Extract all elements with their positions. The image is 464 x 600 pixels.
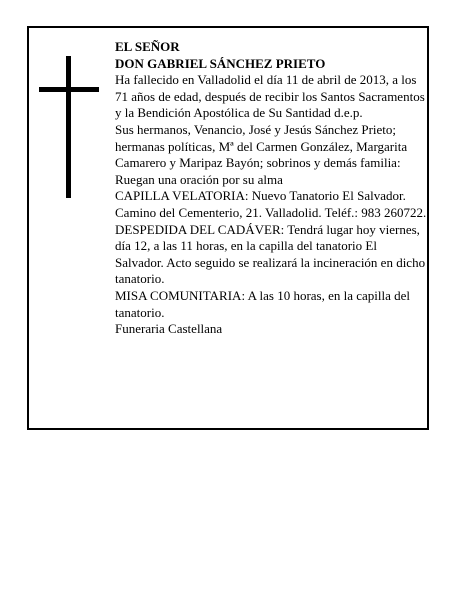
mass-info: MISA COMUNITARIA: A las 10 horas, en la capilla del tanatorio. xyxy=(115,287,411,320)
family-list: Sus hermanos, Venancio, José y Jesús Sánchez Prieto; hermanas políticas, Mª del Carmen González, Margarita Camarero y Maripaz Bayón; sobrinos y demás familia: xyxy=(115,121,408,171)
prayer-request: Ruegan una oración por su alma xyxy=(115,171,283,187)
obituary-notice xyxy=(27,26,429,430)
cross-vertical-bar xyxy=(66,56,71,198)
death-announcement: Ha fallecido en Valladolid el día 11 de abril de 2013, a los 71 años de edad, después de recibir los Santos Sacramentos y la Bendición Apostólica de Su Santidad d.e.p. xyxy=(115,72,425,121)
deceased-name: DON GABRIEL SÁNCHEZ PRIETO xyxy=(115,55,326,71)
cross-horizontal-bar xyxy=(39,87,99,92)
cross-icon xyxy=(39,56,101,198)
wake-chapel-info: CAPILLA VELATORIA: Nuevo Tanatorio El Salvador. Camino del Cementerio, 21. Valladolid. Teléf.: 983 260722. xyxy=(115,188,427,220)
farewell-info: DESPEDIDA DEL CADÁVER: Tendrá lugar hoy viernes, día 12, a las 11 horas, en la capilla del tanatorio El Salvador. Acto seguido se realizará la incineración en dicho tanatorio. xyxy=(115,221,426,287)
funeral-home: Funeraria Castellana xyxy=(115,321,223,337)
heading-line-1: EL SEÑOR xyxy=(115,39,180,54)
notice-text xyxy=(115,39,427,338)
